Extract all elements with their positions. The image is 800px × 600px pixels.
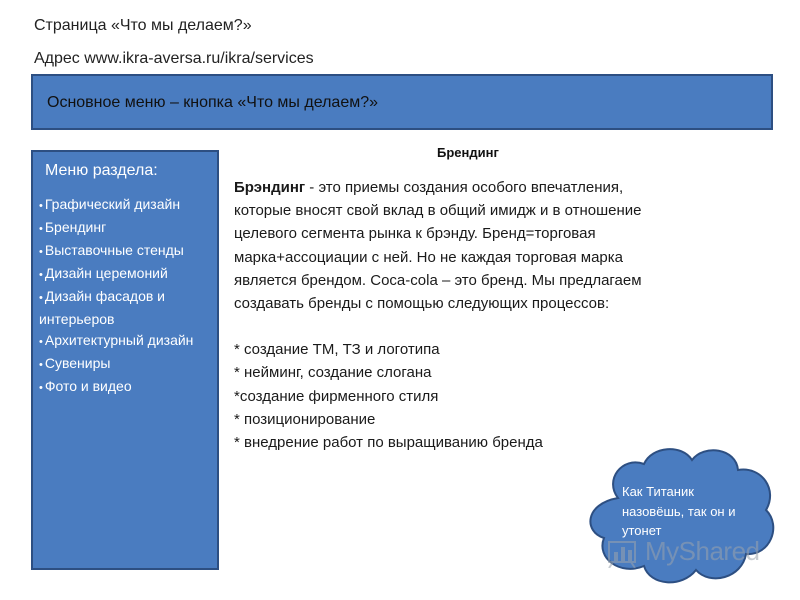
bullet-icon: • (39, 223, 43, 235)
process-item: * внедрение работ по выращиванию бренда (234, 434, 543, 452)
definition-line: создавать бренды с помощью следующих процессов: (234, 295, 610, 313)
definition-line (234, 176, 794, 199)
section-title: Брендинг (437, 145, 499, 160)
watermark-chart-icon (607, 534, 643, 568)
bullet-icon: • (39, 359, 43, 371)
main-menu-bar (31, 74, 773, 130)
section-menu-item-label: Дизайн фасадов и интерьеров (39, 288, 166, 327)
process-item: * нейминг, создание слогана (234, 364, 432, 382)
section-menu-item-branding[interactable] (39, 217, 215, 240)
watermark-logo (607, 534, 777, 574)
definition-line: которые вносят свой вклад в общий имидж и в отношение (234, 202, 642, 220)
bullet-icon: • (39, 269, 43, 281)
section-menu-item-label: Сувениры (44, 355, 111, 371)
section-menu-item-photo-video[interactable] (39, 376, 215, 399)
section-menu-item-ceremony-design[interactable] (39, 263, 215, 286)
section-menu-item-label: Графический дизайн (44, 196, 181, 212)
section-menu-item-graphic-design[interactable] (39, 194, 215, 217)
bullet-icon: • (39, 336, 43, 348)
main-menu-bar-text: Основное меню – кнопка «Что мы делаем?» (47, 94, 379, 111)
process-item: * создание ТМ, ТЗ и логотипа (234, 341, 440, 359)
section-menu-item-label: Фото и видео (44, 378, 132, 394)
section-menu-title: Меню раздела: (45, 162, 158, 179)
section-menu-item-exhibition-stands[interactable] (39, 240, 215, 263)
definition-term: Брэндинг (234, 179, 306, 196)
bullet-icon: • (39, 382, 43, 394)
paragraph-spacer (234, 315, 794, 338)
page-header-line-1: Страница «Что мы делаем?» (34, 17, 252, 34)
watermark-text: MyShared (645, 536, 760, 566)
section-menu-item-souvenirs[interactable] (39, 353, 215, 376)
section-menu-item-label: Брендинг (44, 219, 107, 235)
section-menu-item-label: Архитектурный дизайн (44, 332, 194, 348)
definition-line: целевого сегмента рынка к брэнду. Бренд=торговая (234, 225, 596, 243)
section-menu-item-label: Выставочные стенды (44, 242, 184, 258)
process-item: *создание фирменного стиля (234, 387, 439, 405)
definition-line: марка+ассоциации с ней. Но не каждая торговая марка (234, 248, 624, 266)
bullet-icon: • (39, 246, 43, 258)
cloud-callout-text: Как Титаник назовёшь, так он и утонет (622, 484, 736, 538)
bullet-icon: • (39, 292, 43, 304)
bullet-icon: • (39, 200, 43, 212)
section-menu-item-architectural-design[interactable] (39, 330, 215, 353)
section-menu-item-facade-interior-design[interactable] (39, 286, 215, 330)
process-item: * позиционирование (234, 410, 376, 428)
definition-text: - это приемы создания особого впечатления, (305, 179, 624, 196)
page-header-line-2: Адрес www.ikra-aversa.ru/ikra/services (34, 50, 314, 67)
definition-line: является брендом. Coca-cola – это бренд. Мы предлагаем (234, 271, 642, 289)
section-menu-panel (31, 150, 219, 570)
section-menu-list (39, 194, 215, 399)
section-menu-item-label: Дизайн церемоний (44, 265, 168, 281)
branding-description (234, 176, 794, 454)
